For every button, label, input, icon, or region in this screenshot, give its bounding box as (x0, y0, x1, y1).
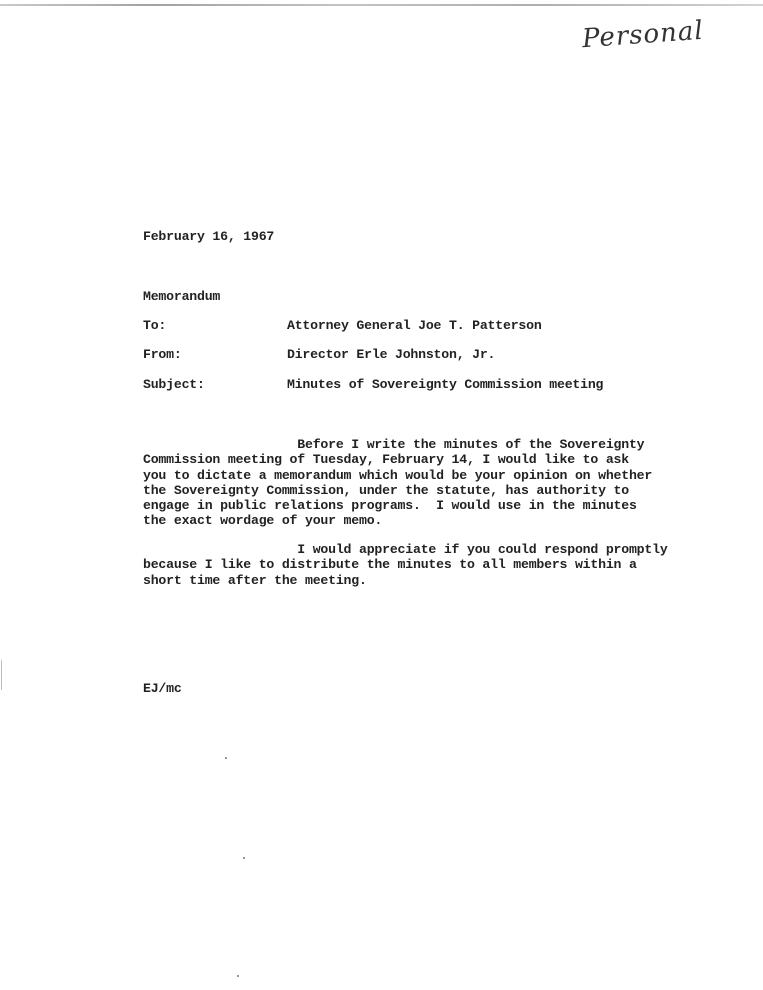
paragraph-line: the exact wordage of your memo. (143, 513, 383, 529)
from-label: From: (143, 347, 182, 362)
typist-initials: EJ/mc (143, 681, 182, 696)
to-label: To: (143, 318, 167, 333)
body-paragraph-2 (143, 542, 668, 588)
paragraph-line: Before I write the minutes of the Sovereignty (143, 437, 645, 452)
memo-date: February 16, 1967 (143, 229, 275, 244)
subject-label: Subject: (143, 377, 205, 392)
paragraph-line: I would appreciate if you could respond promptly (143, 542, 668, 557)
paragraph-line: you to dictate a memorandum which would be your opinion on whether (143, 467, 653, 483)
paragraph-line: short time after the meeting. (143, 572, 367, 588)
paragraph-line: Commission meeting of Tuesday, February 14, I would like to ask (143, 452, 629, 468)
scan-speck (237, 975, 239, 977)
from-value: Director Erle Johnston, Jr. (287, 347, 496, 362)
paragraph-line: engage in public relations programs. I would use in the minutes (143, 498, 637, 514)
subject-value: Minutes of Sovereignty Commission meeting (287, 377, 604, 392)
paragraph-line: because I like to distribute the minutes to all members within a (143, 557, 637, 573)
scan-top-edge (0, 4, 763, 6)
scan-speck (225, 757, 227, 759)
memo-type-label: Memorandum (143, 289, 221, 304)
handwritten-annotation: Personal (581, 15, 705, 55)
to-value: Attorney General Joe T. Patterson (287, 318, 542, 333)
body-paragraph-1 (143, 437, 663, 529)
scan-speck (243, 857, 245, 859)
scan-edge-mark (1, 660, 2, 690)
paragraph-line: the Sovereignty Commission, under the statute, has authority to (143, 482, 629, 498)
